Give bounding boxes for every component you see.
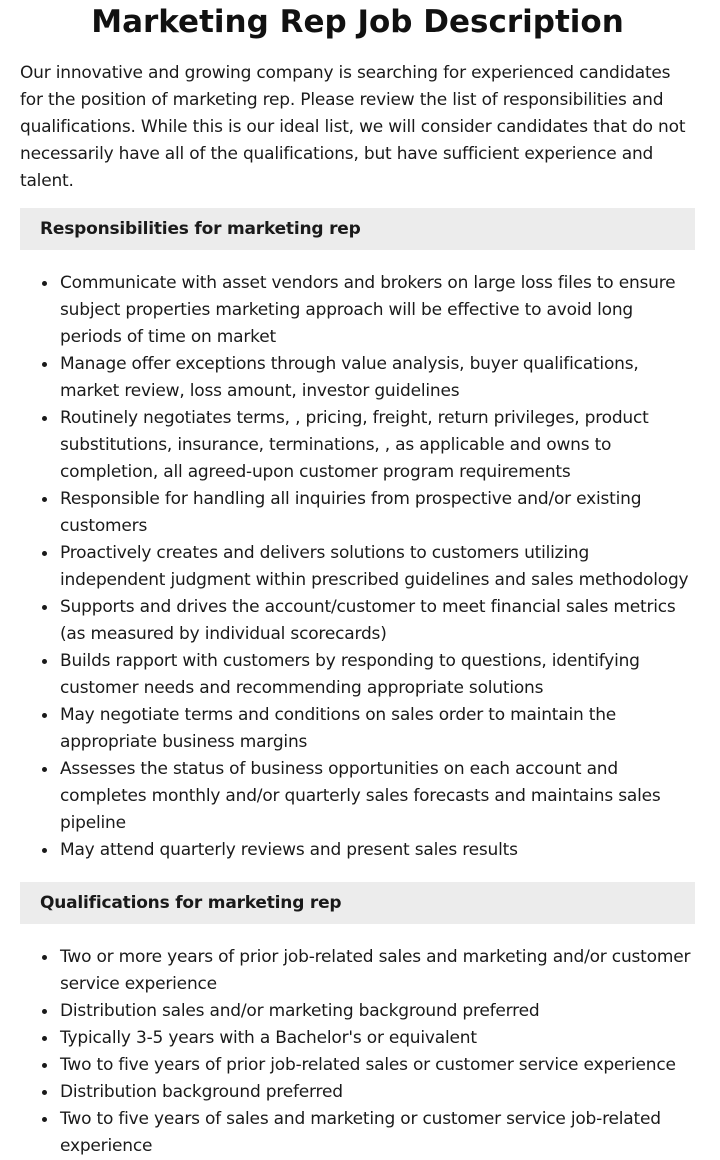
list-item: Routinely negotiates terms, , pricing, freight, return privileges, product substitutions, insurance, terminations, , as applicable and owns to completion, all agreed-upon customer program requirements xyxy=(60,405,695,486)
list-item: Proactively creates and delivers solutions to customers utilizing independent judgment within prescribed guidelines and sales methodology xyxy=(60,540,695,594)
list-item: Assesses the status of business opportunities on each account and completes monthly and/or quarterly sales forecasts and maintains sales pipeline xyxy=(60,756,695,837)
qualifications-heading: Qualifications for marketing rep xyxy=(20,882,695,924)
list-item: May attend quarterly reviews and present sales results xyxy=(60,837,695,864)
list-item: Two to five years of sales and marketing or customer service job-related experience xyxy=(60,1106,695,1160)
intro-paragraph: Our innovative and growing company is searching for experienced candidates for the position of marketing rep. Please review the list of responsibilities and qualifications. While this is our ideal list, we will consider candidates that do not necessarily have all of the qualifications, but have sufficient experience and talent. xyxy=(20,63,686,191)
list-item: Distribution sales and/or marketing background preferred xyxy=(60,998,695,1025)
list-item: May negotiate terms and conditions on sales order to maintain the appropriate business margins xyxy=(60,702,695,756)
list-item: Communicate with asset vendors and brokers on large loss files to ensure subject properties marketing approach will be effective to avoid long periods of time on market xyxy=(60,270,695,351)
qualifications-list xyxy=(20,944,695,1160)
page-title: Marketing Rep Job Description xyxy=(91,4,624,40)
list-item: Typically 3-5 years with a Bachelor's or equivalent xyxy=(60,1025,695,1052)
list-item: Responsible for handling all inquiries from prospective and/or existing customers xyxy=(60,486,695,540)
list-item: Two to five years of prior job-related sales or customer service experience xyxy=(60,1052,695,1079)
responsibilities-list xyxy=(20,270,695,864)
list-item: Builds rapport with customers by responding to questions, identifying customer needs and recommending appropriate solutions xyxy=(60,648,695,702)
responsibilities-heading: Responsibilities for marketing rep xyxy=(20,208,695,250)
list-item: Supports and drives the account/customer to meet financial sales metrics (as measured by individual scorecards) xyxy=(60,594,695,648)
list-item: Distribution background preferred xyxy=(60,1079,695,1106)
list-item: Manage offer exceptions through value analysis, buyer qualifications, market review, loss amount, investor guidelines xyxy=(60,351,695,405)
list-item: Two or more years of prior job-related sales and marketing and/or customer service experience xyxy=(60,944,695,998)
